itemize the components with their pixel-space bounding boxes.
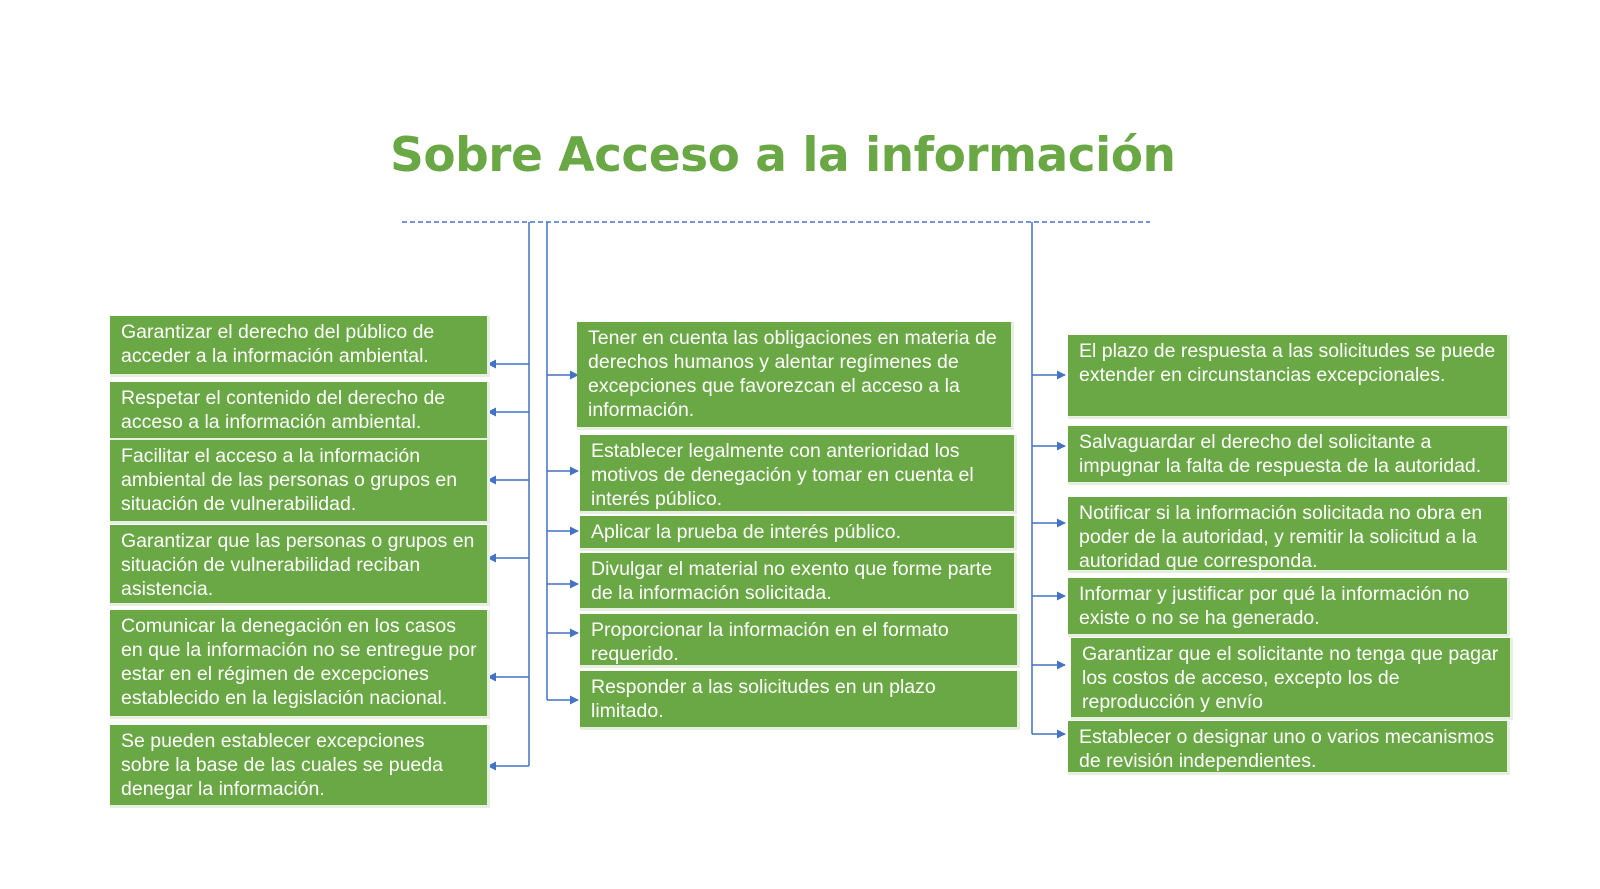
left-box-2: Respetar el contenido del derecho de acceso a la información ambiental. xyxy=(110,382,490,441)
right-box-6: Establecer o designar uno o varios mecanismos de revisión independientes. xyxy=(1068,721,1510,775)
right-box-2: Salvaguardar el derecho del solicitante a impugnar la falta de respuesta de la autoridad. xyxy=(1068,426,1510,485)
left-box-4: Garantizar que las personas o grupos en situación de vulnerabilidad reciban asistencia. xyxy=(110,525,490,606)
left-box-3: Facilitar el acceso a la información ambiental de las personas o grupos en situación de vulnerabilidad. xyxy=(110,440,490,524)
middle-box-6: Responder a las solicitudes en un plazo limitado. xyxy=(580,671,1020,730)
middle-box-5: Proporcionar la información en el formato requerido. xyxy=(580,614,1020,668)
right-box-5: Garantizar que el solicitante no tenga que pagar los costos de acceso, excepto los de reproducción y envío xyxy=(1071,638,1513,720)
middle-box-2: Establecer legalmente con anterioridad los motivos de denegación y tomar en cuenta el interés público. xyxy=(580,435,1017,514)
right-box-4: Informar y justificar por qué la información no existe o no se ha generado. xyxy=(1068,578,1510,637)
right-box-3: Notificar si la información solicitada no obra en poder de la autoridad, y remitir la solicitud a la autoridad que corresponda. xyxy=(1068,497,1510,573)
right-box-1: El plazo de respuesta a las solicitudes se puede extender en circunstancias excepcionales. xyxy=(1068,335,1510,419)
middle-box-3: Aplicar la prueba de interés público. xyxy=(580,516,1017,551)
middle-box-4: Divulgar el material no exento que forme parte de la información solicitada. xyxy=(580,553,1017,611)
left-box-6: Se pueden establecer excepciones sobre la base de las cuales se pueda denegar la información. xyxy=(110,725,490,808)
left-box-5: Comunicar la denegación en los casos en que la información no se entregue por estar en el régimen de excepciones establecido en la legislación nacional. xyxy=(110,610,490,719)
diagram-title: Sobre Acceso a la información xyxy=(390,128,1176,183)
left-box-1: Garantizar el derecho del público de acceder a la información ambiental. xyxy=(110,316,490,377)
middle-box-1: Tener en cuenta las obligaciones en materia de derechos humanos y alentar regímenes de excepciones que favorezcan el acceso a la información. xyxy=(577,322,1014,430)
